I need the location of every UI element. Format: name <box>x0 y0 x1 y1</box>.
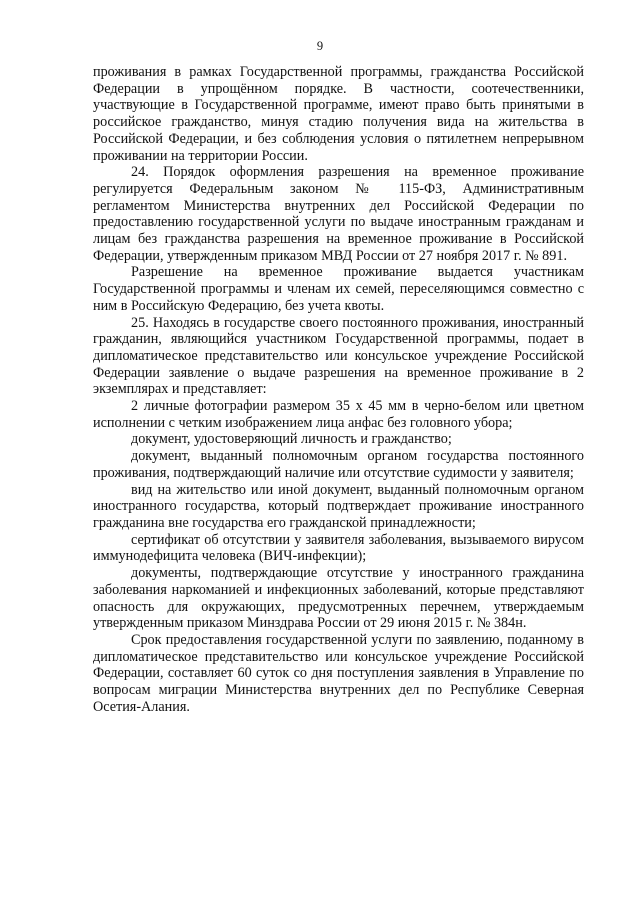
list-item-photos: 2 личные фотографии размером 35 x 45 мм в черно-белом или цветном исполнении с четким изображением лица анфас без головного убора; <box>93 398 584 431</box>
paragraph-service-term: Срок предоставления государственной услуги по заявлению, поданному в дипломатическое представительство или консульское учреждение Российской Федерации, составляет 60 суток со дня поступления заявления в Управление по вопросам миграции Министерства внутренних дел по Республике Северная Осетия-Алания. <box>93 631 584 715</box>
paragraph-continuation: проживания в рамках Государственной программы, гражданства Российской Федерации в упрощённом порядке. В частности, соотечественники, участвующие в Государственной программе, имеют право быть принятыми в российское гражданство, минуя стадию получения вида на жительства в Российской Федерации, и без соблюдения условия о пятилетнем непрерывном проживании на территории России. <box>93 64 584 164</box>
list-item-criminal-record: документ, выданный полномочным органом государства постоянного проживания, подтверждающий наличие или отсутствие судимости у заявителя; <box>93 448 584 481</box>
list-item-medical-documents: документы, подтверждающие отсутствие у иностранного гражданина заболевания наркоманией и инфекционных заболеваний, которые представляют опасность для окружающих, предусмотренных перечнем, утверждаемым утвержденным приказом Минздрава России от 29 июня 2015 г. № 384н. <box>93 565 584 632</box>
list-item-identity-document: документ, удостоверяющий личность и гражданство; <box>131 431 452 448</box>
list-item-residence-permit: вид на жительство или иной документ, выданный полномочным органом иностранного государства, который подтверждает проживание иностранного гражданина вне государства его гражданской принадлежности; <box>93 481 584 531</box>
paragraph-25: 25. Находясь в государстве своего постоянного проживания, иностранный гражданин, являющийся участником Государственной программы, подает в дипломатическое представительство или консульское учреждение Российской Федерации заявление о выдаче разрешения на временное проживание в 2 экземплярах и представляет: <box>93 314 584 398</box>
page-number: 9 <box>316 39 324 53</box>
body-text <box>93 64 584 715</box>
list-item-hiv-certificate: сертификат об отсутствии у заявителя заболевания, вызываемого вирусом иммунодефицита человека (ВИЧ-инфекции); <box>93 531 584 565</box>
paragraph-24: 24. Порядок оформления разрешения на временное проживание регулируется Федеральным законом № 115-ФЗ, Административным регламентом Министерства внутренних дел Российской Федерации по предоставлению государственной услуги по выдаче иностранным гражданам и лицам без гражданства разрешения на временное проживание в Российской Федерации, утвержденным приказом МВД России от 27 ноября 2017 г. № 891. <box>93 164 584 264</box>
paragraph-permit-quota: Разрешение на временное проживание выдается участникам Государственной программы и членам их семей, переселяющимся совместно с ним в Российскую Федерацию, без учета квоты. <box>93 264 584 314</box>
